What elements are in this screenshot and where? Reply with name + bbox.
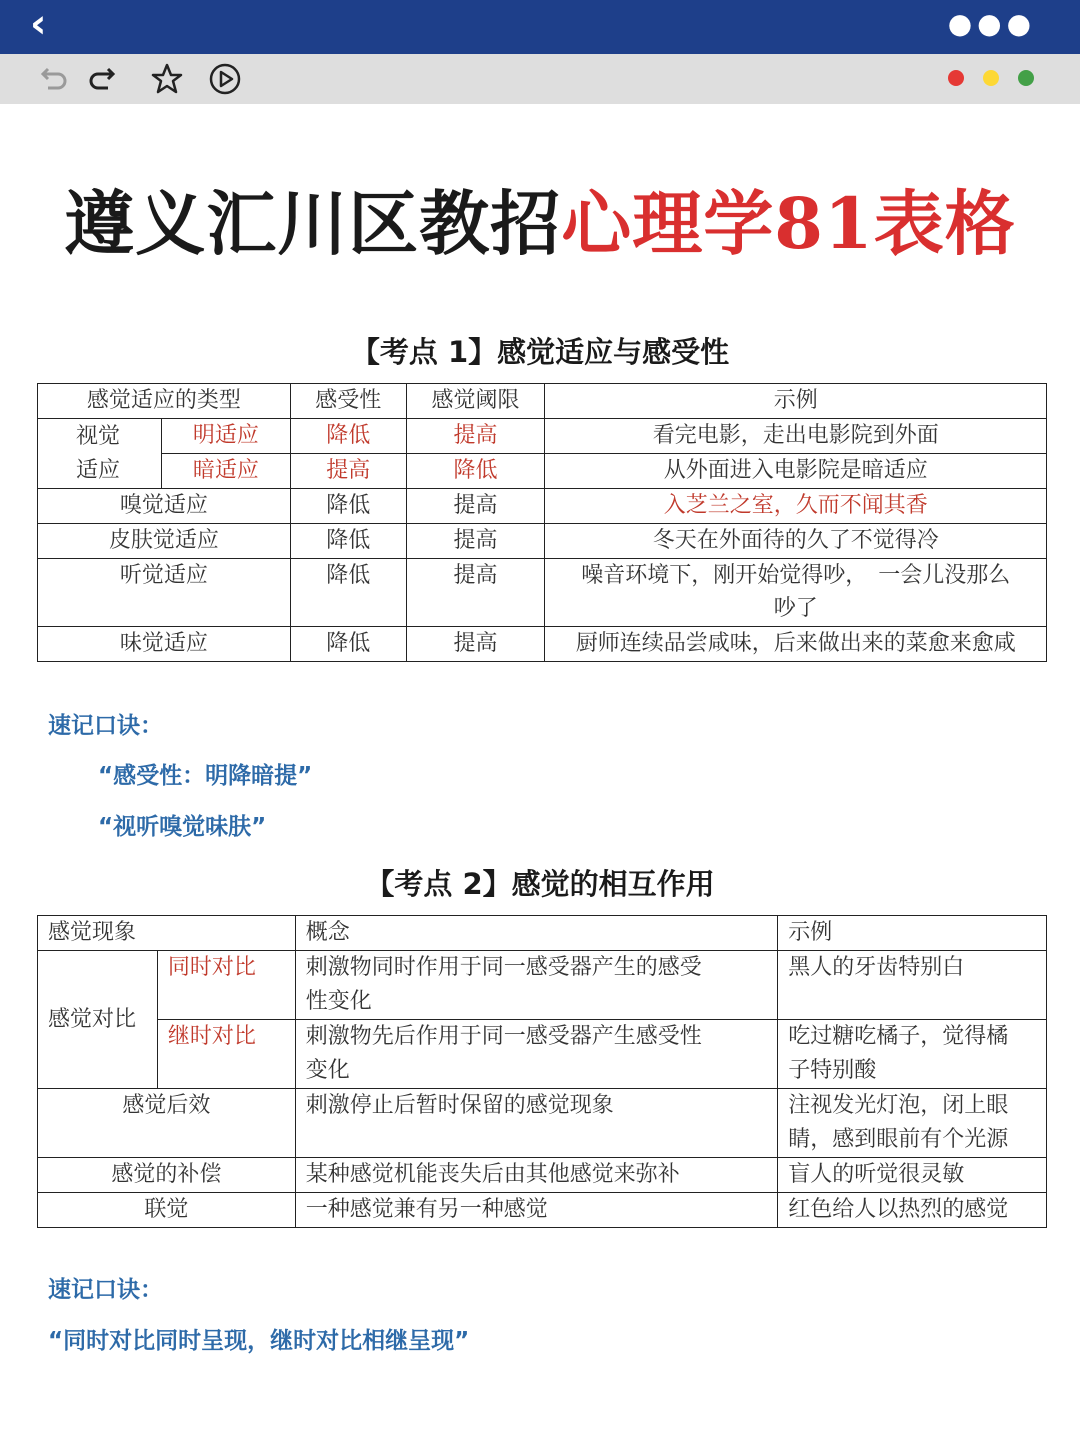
header-example: 示例 [545, 384, 1047, 419]
table-row [38, 1020, 1047, 1089]
adaptation-table [37, 383, 1047, 662]
header-concept: 概念 [295, 916, 777, 951]
table-header-row [38, 916, 1047, 951]
star-icon[interactable] [150, 62, 184, 96]
cell-concept: 刺激物先后作用于同一感受器产生感受性 变化 [295, 1020, 777, 1089]
mnemonic-label-1: 速记口诀： [48, 713, 163, 739]
cell-concept: 刺激停止后暂时保留的感觉现象 [295, 1089, 777, 1158]
cell-sensitivity: 降低 [290, 627, 406, 662]
cell-type: 继时对比 [157, 1020, 295, 1089]
more-dots-icon[interactable]: ●●● [947, 7, 1036, 40]
cell-type: 联觉 [38, 1193, 296, 1228]
section1-title: 【考点 1】感觉适应与感受性 [350, 335, 730, 369]
section2-title: 【考点 2】感觉的相互作用 [365, 867, 715, 901]
cell-type: 同时对比 [157, 951, 295, 1020]
table-row [38, 951, 1047, 1020]
visual-adaptation-group: 视觉 适应 [38, 419, 162, 489]
yellow-window-dot[interactable] [983, 70, 999, 86]
cell-example: 厨师连续品尝咸味，后来做出来的菜愈来愈咸 [545, 627, 1047, 662]
cell-example: 从外面进入电影院是暗适应 [545, 454, 1047, 489]
table-row [38, 524, 1047, 559]
page-title [0, 168, 1080, 269]
header-phenomenon: 感觉现象 [38, 916, 296, 951]
title-black: 遵义汇川区教招 [64, 182, 562, 265]
cell-example: 噪音环境下，刚开始觉得吵， 一会儿没那么 吵了 [545, 559, 1047, 627]
title-red: 心理学81表格 [561, 182, 1016, 265]
cell-type: 感觉后效 [38, 1089, 296, 1158]
cell-sensitivity: 提高 [290, 454, 406, 489]
toolbar [0, 54, 1080, 104]
cell-example: 注视发光灯泡，闭上眼 睛，感到眼前有个光源 [778, 1089, 1047, 1158]
mnemonic-line: “同时对比同时呈现，继时对比相继呈现” [48, 1328, 470, 1354]
cell-example: 红色给人以热烈的感觉 [778, 1193, 1047, 1228]
cell-example: 黑人的牙齿特别白 [778, 951, 1047, 1020]
cell-example: 盲人的听觉很灵敏 [778, 1158, 1047, 1193]
cell-type: 感觉的补偿 [38, 1158, 296, 1193]
interaction-table [37, 915, 1047, 1228]
cell-threshold: 降低 [406, 454, 545, 489]
mnemonic-line: “视听嗅觉味肤” [98, 814, 267, 840]
table-row [38, 419, 1047, 454]
cell-type: 嗅觉适应 [38, 489, 291, 524]
redo-icon[interactable] [86, 62, 120, 96]
cell-example: 看完电影，走出电影院到外面 [545, 419, 1047, 454]
table-row [38, 559, 1047, 627]
table-header-row [38, 384, 1047, 419]
cell-threshold: 提高 [406, 489, 545, 524]
undo-icon[interactable] [36, 62, 70, 96]
cell-sensitivity: 降低 [290, 489, 406, 524]
header-threshold: 感觉阈限 [406, 384, 545, 419]
cell-threshold: 提高 [406, 419, 545, 454]
cell-type: 听觉适应 [38, 559, 291, 627]
cell-concept: 一种感觉兼有另一种感觉 [295, 1193, 777, 1228]
cell-threshold: 提高 [406, 627, 545, 662]
cell-sensitivity: 降低 [290, 524, 406, 559]
table-row [38, 454, 1047, 489]
table-row [38, 1158, 1047, 1193]
cell-threshold: 提高 [406, 524, 545, 559]
cell-example: 吃过糖吃橘子，觉得橘 子特别酸 [778, 1020, 1047, 1089]
cell-concept: 某种感觉机能丧失后由其他感觉来弥补 [295, 1158, 777, 1193]
cell-type: 皮肤觉适应 [38, 524, 291, 559]
table-row [38, 1089, 1047, 1158]
cell-sensitivity: 降低 [290, 419, 406, 454]
cell-type: 暗适应 [161, 454, 290, 489]
header-type: 感觉适应的类型 [38, 384, 291, 419]
red-window-dot[interactable] [948, 70, 964, 86]
table-row [38, 489, 1047, 524]
table-row [38, 1193, 1047, 1228]
contrast-group: 感觉对比 [38, 951, 158, 1089]
mnemonic-label-2: 速记口诀： [48, 1277, 163, 1303]
cell-sensitivity: 降低 [290, 559, 406, 627]
cell-threshold: 提高 [406, 559, 545, 627]
cell-type: 味觉适应 [38, 627, 291, 662]
green-window-dot[interactable] [1018, 70, 1034, 86]
play-icon[interactable] [208, 62, 242, 96]
header-sensitivity: 感受性 [290, 384, 406, 419]
table-row [38, 627, 1047, 662]
header-example: 示例 [778, 916, 1047, 951]
cell-concept: 刺激物同时作用于同一感受器产生的感受 性变化 [295, 951, 777, 1020]
chevron-left-icon[interactable]: ‹ [30, 1, 47, 47]
cell-example: 冬天在外面待的久了不觉得冷 [545, 524, 1047, 559]
cell-type: 明适应 [161, 419, 290, 454]
top-nav-bar [0, 0, 1080, 54]
mnemonic-line: “感受性：明降暗提” [98, 763, 313, 789]
cell-example: 入芝兰之室，久而不闻其香 [545, 489, 1047, 524]
